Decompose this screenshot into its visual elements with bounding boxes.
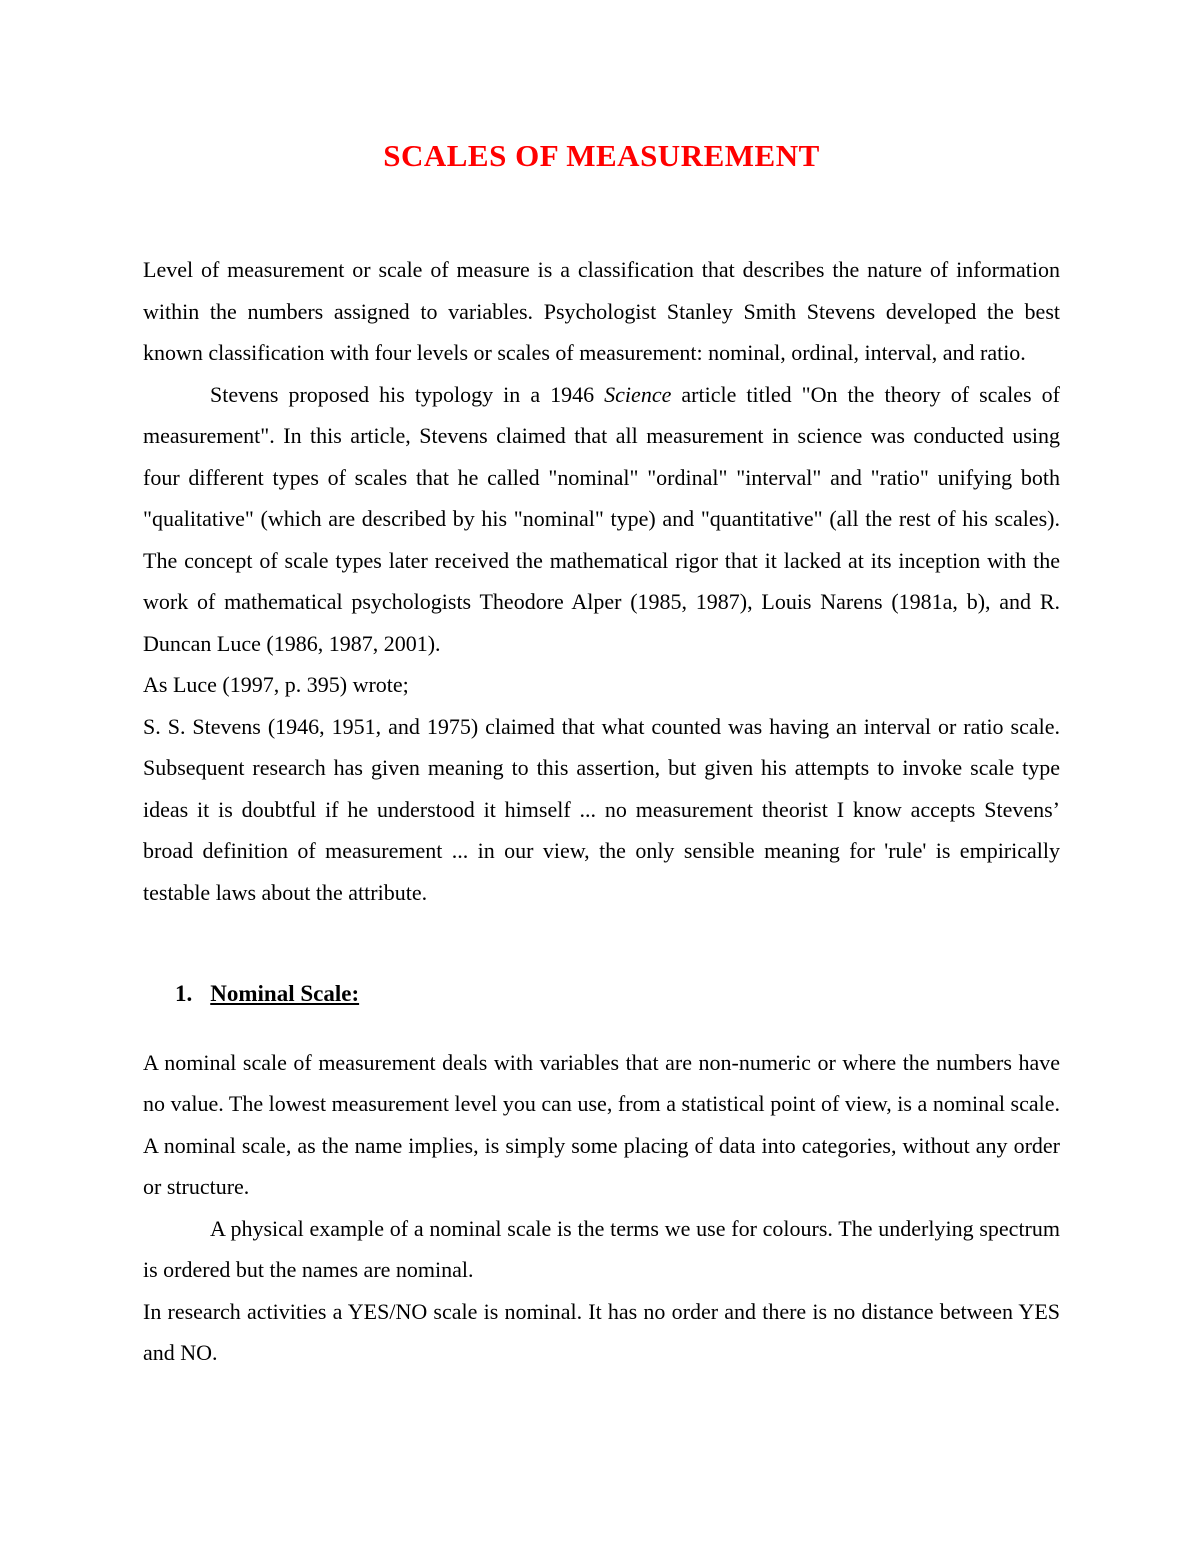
section-1-number: 1. <box>175 981 193 1006</box>
paragraph-luce-quote: S. S. Stevens (1946, 1951, and 1975) claimed that what counted was having an interval or ratio scale. Subsequent research has given meaning to this assertion, but given his attempts to invoke scale type ideas it is doubtful if he understood it himself ... no measurement theorist I know accepts Stevens’ broad definition of measurement ... in our view, the only sensible meaning for 'rule' is empirically testable laws about the attribute. <box>143 713 1060 905</box>
document-page <box>143 140 1060 1374</box>
science-journal-name: Science <box>604 381 672 407</box>
section-1-heading <box>143 973 1060 1015</box>
paragraph-nominal-example: A physical example of a nominal scale is the terms we use for colours. The underlying spectrum is ordered but the names are nominal. <box>143 1215 1060 1282</box>
section-1-title: Nominal Scale: <box>210 981 360 1006</box>
typology-text-start: Stevens proposed his typology in a 1946 <box>210 381 605 407</box>
paragraph-stevens-typology <box>143 374 1060 665</box>
paragraph-nominal-definition: A nominal scale of measurement deals with variables that are non-numeric or where the numbers have no value. The lowest measurement level you can use, from a statistical point of view, is a nominal scale. A nominal scale, as the name implies, is simply some placing of data into categories, without any order or structure. <box>143 1049 1060 1199</box>
typology-text-end: article titled "On the theory of scales of measurement". In this article, Stevens claimed that all measurement in science was conducted using four different types of scales that he called "nominal" "ordinal" "interval" and "ratio" unifying both "qualitative" (which are described by his "nominal" type) and "quantitative" (all the rest of his scales). The concept of scale types later received the mathematical rigor that it lacked at its inception with the work of mathematical psychologists Theodore Alper (1985, 1987), Louis Narens (1981a, b), and R. Duncan Luce (1986, 1987, 2001). <box>143 381 1060 656</box>
document-title: SCALES OF MEASUREMENT <box>383 138 820 173</box>
paragraph-level-of-measurement: Level of measurement or scale of measure is a classification that describes the nature of information within the numbers assigned to variables. Psychologist Stanley Smith Stevens developed the best known classification with four levels or scales of measurement: nominal, ordinal, interval, and ratio. <box>143 257 1060 365</box>
paragraph-luce-attribution: As Luce (1997, p. 395) wrote; <box>143 672 409 697</box>
paragraph-yes-no-scale: In research activities a YES/NO scale is nominal. It has no order and there is no distance between YES and NO. <box>143 1298 1060 1365</box>
